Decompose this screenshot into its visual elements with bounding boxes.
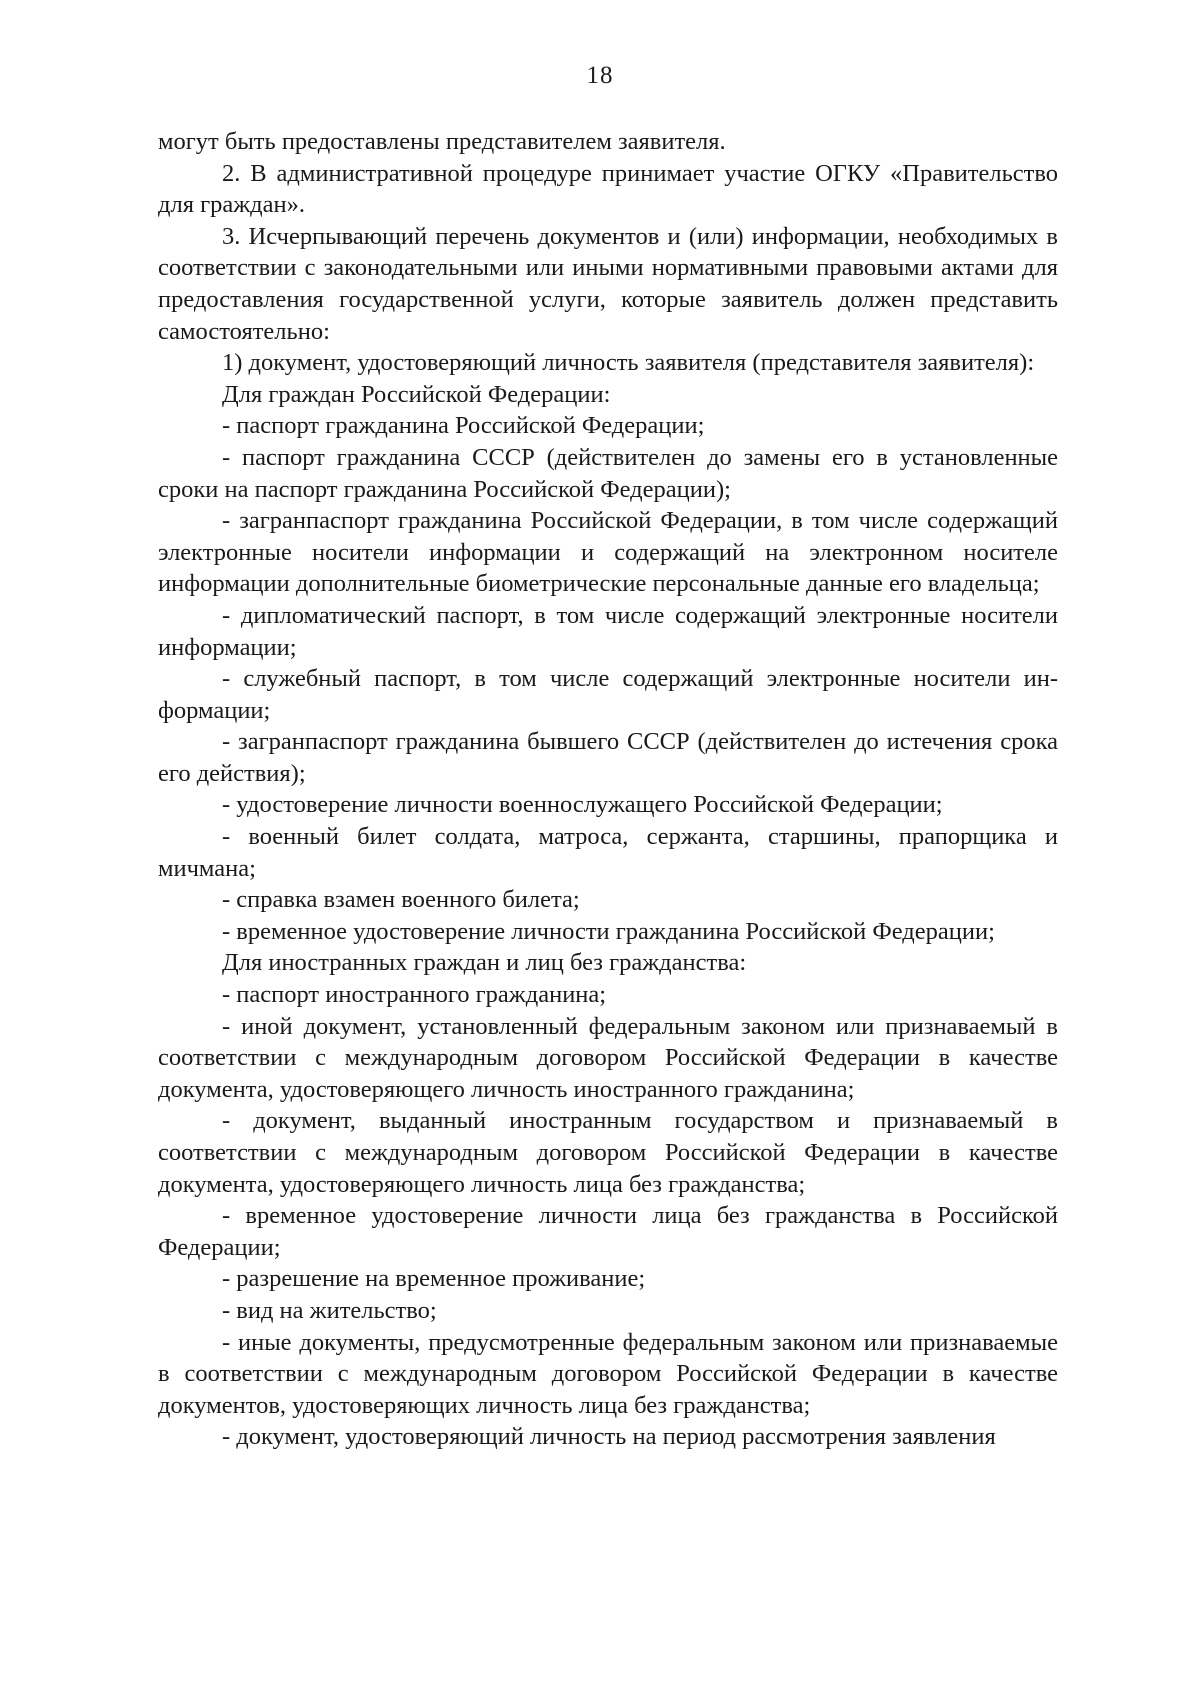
paragraph: - вид на жительство; bbox=[222, 1296, 437, 1324]
paragraph: - временное удостоверение личности гражданина Российской Федерации; bbox=[222, 917, 995, 945]
paragraph: - паспорт иностранного гражданина; bbox=[222, 981, 607, 1009]
paragraph: 2. В административной процедуре принимает участие ОГКУ «Правительство для граждан». bbox=[158, 159, 1058, 219]
paragraph: - документ, удостоверяющий личность на период рассмотрения заявления bbox=[222, 1423, 996, 1451]
paragraph: - разрешение на временное проживание; bbox=[222, 1265, 646, 1293]
paragraph: - иной документ, установленный федеральным законом или признаваемый в соответствии с международным договором Российской Федерации в качестве документа, удостоверяющего личность иностранного гражданина; bbox=[158, 1012, 1058, 1103]
paragraph: - загранпаспорт гражданина бывшего СССР (действителен до истечения срока его действия); bbox=[158, 728, 1058, 787]
paragraph: - паспорт гражданина СССР (действителен до замены его в установленные сроки на паспорт гражданина Российской Федерации); bbox=[158, 443, 1058, 503]
paragraph: 3. Исчерпывающий перечень документов и (или) информации, необходимых в соответствии с законодательными или иными нормативными правовыми актами для предоставления государственной услуги, которые заявитель должен представить самостоятельно: bbox=[158, 222, 1058, 345]
paragraph: - загранпаспорт гражданина Российской Федерации, в том числе содержащий электронные носители информации и содержащий на электронном носителе информации дополнительные биометрические персональные данные его владельца; bbox=[158, 507, 1058, 598]
document-body bbox=[158, 126, 1058, 1453]
paragraph: Для иностранных граждан и лиц без гражданства: bbox=[222, 949, 747, 977]
paragraph: - дипломатический паспорт, в том числе содержащий электронные носители информации; bbox=[158, 601, 1058, 661]
paragraph: - иные документы, предусмотренные федеральным законом или признаваемые в соответствии с международным договором Российской Федерации в качестве документов, удостоверяющих личность лица без гражданства; bbox=[158, 1328, 1058, 1419]
paragraph: могут быть предоставлены представителем заявителя. bbox=[158, 128, 726, 155]
paragraph: - справка взамен военного билета; bbox=[222, 886, 580, 914]
paragraph: Для граждан Российской Федерации: bbox=[222, 380, 611, 408]
paragraph: - удостоверение личности военнослужащего Российской Федерации; bbox=[222, 791, 943, 819]
paragraph: - военный билет солдата, матроса, сержанта, старшины, прапорщика и мичмана; bbox=[158, 823, 1058, 882]
paragraph: - документ, выданный иностранным государством и признаваемый в соответствии с международным договором Российской Федерации в качестве документа, удостоверяющего личность лица без гражданства; bbox=[158, 1107, 1058, 1198]
paragraph: - служебный паспорт, в том числе содержащий электронные носители информации; bbox=[158, 665, 1058, 724]
page-number: 18 bbox=[586, 62, 614, 89]
paragraph: - паспорт гражданина Российской Федерации; bbox=[222, 412, 705, 440]
paragraph: 1) документ, удостоверяющий личность заявителя (представителя заявителя): bbox=[222, 349, 1035, 377]
paragraph: - временное удостоверение личности лица без гражданства в Российской Федерации; bbox=[158, 1202, 1058, 1261]
